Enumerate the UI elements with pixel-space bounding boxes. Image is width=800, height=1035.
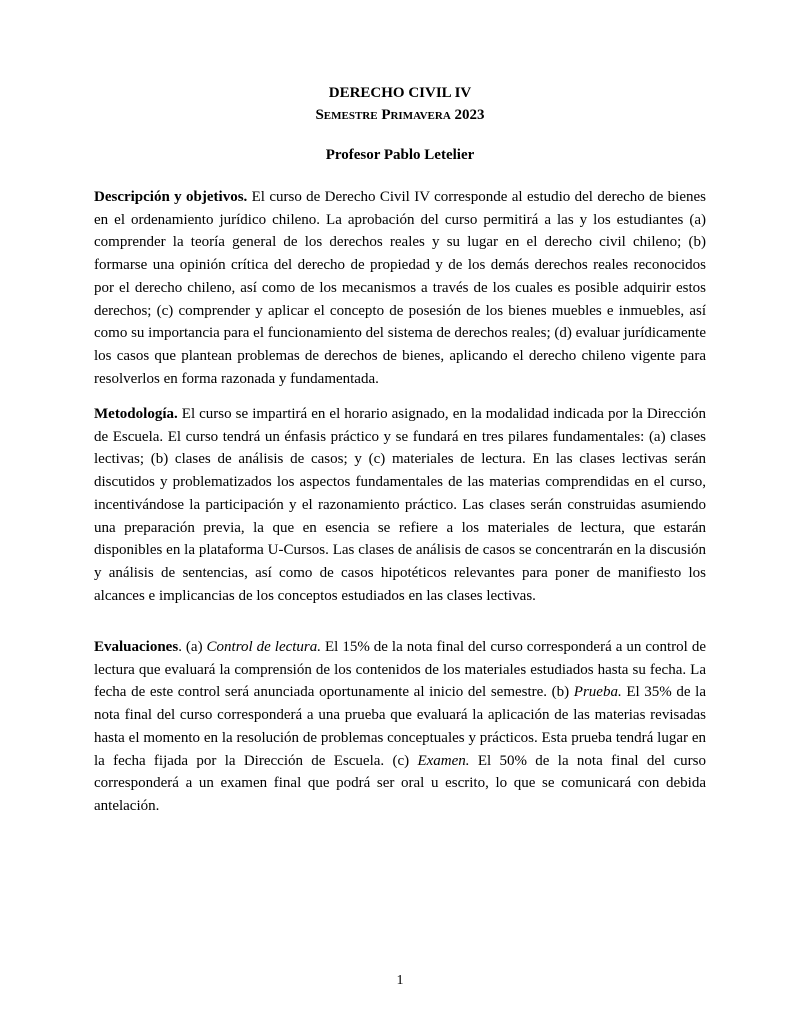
evaluations-text-2: El 15% de la nota final del curso corresponderá a un control de lectura que evaluará la comprensión de los contenidos de los materiales estudiados hasta su fecha. La fecha de este control será anunciada oportunamente al inicio del semestre. (b)	[94, 639, 706, 701]
description-paragraph	[94, 186, 706, 390]
evaluations-paragraph	[94, 636, 706, 818]
prueba-label: Prueba.	[573, 684, 622, 701]
methodology-heading: Metodología.	[94, 406, 178, 422]
methodology-paragraph	[94, 403, 706, 607]
methodology-text: El curso se impartirá en el horario asignado, en la modalidad indicada por la Dirección de Escuela. El curso tendrá un énfasis práctico y se fundará en tres pilares fundamentales: (a) clases lectivas; (b) clases de análisis de casos; y (c) materiales de lectura. En las clases lectivas serán discutidos y problematizados los aspectos fundamentales de las materias comprendidas en el curso, incentivándose la participación y el razonamiento práctico. Las clases serán construidas asumiendo una preparación previa, la que en esencia se refiere a los materiales de lectura, que estarán disponibles en la plataforma U-Cursos. Las clases de análisis de casos se concentrarán en la discusión y análisis de sentencias, así como de casos hipotéticos relevantes para poner de manifiesto los alcances e implicancias de los conceptos estudiados en las clases lectivas.	[94, 406, 706, 604]
evaluations-text-1: . (a)	[178, 639, 207, 655]
description-text: El curso de Derecho Civil IV corresponde al estudio del derecho de bienes en el ordenamiento jurídico chileno. La aprobación del curso permitirá a las y los estudiantes (a) comprender la teoría general de los derechos reales y su lugar en el derecho civil chileno; (b) formarse una opinión crítica del derecho de propiedad y de los demás derechos reales reconocidos por el derecho chileno, así como de los mecanismos a través de los cuales es posible adquirir estos derechos; (c) comprender y aplicar el concepto de posesión de los bienes muebles e inmuebles, así como su importancia para el funcionamiento del sistema de derechos reales; (d) evaluar jurídicamente los casos que plantean problemas de derechos de bienes, aplicando el derecho chileno vigente para resolverlos en forma razonada y fundamentada.	[94, 189, 706, 387]
page-number: 1	[396, 973, 404, 988]
evaluations-text-4: El 50% de la nota final del curso corresponderá a un examen final que podrá ser oral u escrito, lo que se comunicará con debida antelación.	[94, 752, 707, 814]
description-heading: Descripción y objetivos.	[94, 189, 248, 205]
evaluations-text-3: El 35% de la nota final del curso corresponderá a una prueba que evaluará la aplicación de las materias revisadas hasta el momento en la resolución de problemas conceptuales y prácticos. Esta prueba tendrá lugar en la fecha fijada por la Dirección de Escuela. (c)	[94, 684, 706, 769]
control-de-lectura-label: Control de lectura.	[206, 639, 322, 655]
document-title: DERECHO CIVIL IV	[328, 85, 472, 101]
examen-label: Examen.	[417, 752, 470, 769]
evaluations-heading: Evaluaciones	[94, 639, 179, 655]
professor-name: Profesor Pablo Letelier	[325, 147, 475, 163]
semester-subtitle: Semestre Primavera 2023	[315, 107, 485, 123]
